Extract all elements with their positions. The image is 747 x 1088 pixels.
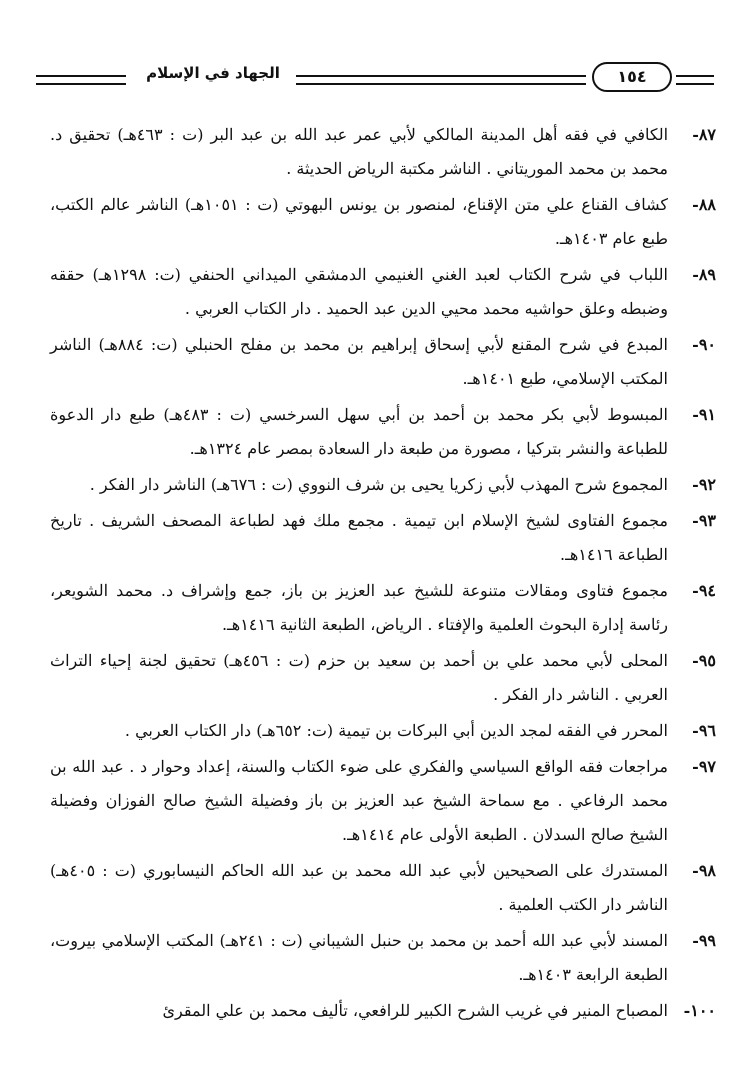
entry-text: المصباح المنير في غريب الشرح الكبير للرافعي، تأليف محمد بن علي المقرئ [162,1001,668,1020]
bibliography-entry [50,574,716,642]
page-header [36,58,714,102]
entry-text: المحرر في الفقه لمجد الدين أبي البركات بن تيمية (ت: ٦٥٢هـ) دار الكتاب العربي . [124,721,668,740]
entry-number: ٩٢- [692,475,716,494]
page-number: ١٥٤ [592,62,672,92]
bibliography-entry [50,398,716,466]
entry-number: ٩١- [692,405,717,424]
entry-number: ٩٠- [692,335,716,354]
bibliography-entry [50,994,716,1028]
entry-text: المحلى لأبي محمد علي بن أحمد بن سعيد بن حزم (ت : ٤٥٦هـ) تحقيق لجنة إحياء التراث العربي . الناشر دار الفكر . [50,651,668,704]
entry-number: ٨٨- [692,195,716,214]
entry-number: ٩٥- [692,651,716,670]
entry-text: اللباب في شرح الكتاب لعبد الغني الغنيمي الدمشقي الميداني الحنفي (ت: ١٢٩٨هـ) حققه وضبطه وعلق حواشيه محمد محيي الدين عبد الحميد . دار الكتاب العربي . [50,265,669,318]
bibliography-entry [50,328,716,396]
bibliography-list [50,118,716,1030]
entry-number: ٨٩- [692,265,717,284]
bibliography-entry [50,924,716,992]
entry-text: مجموع الفتاوى لشيخ الإسلام ابن تيمية . مجمع ملك فهد لطباعة المصحف الشريف . تاريخ الطباعة ١٤١٦هـ. [50,511,668,564]
bibliography-entry [50,118,716,186]
bibliography-entry [50,854,716,922]
entry-number: ٩٦- [692,721,716,740]
entry-number: ١٠٠- [683,1001,716,1020]
entry-text: مراجعات فقه الواقع السياسي والفكري على ضوء الكتاب والسنة، إعداد وحوار د . عبد الله بن محمد الرفاعي . مع سماحة الشيخ عبد العزيز بن باز وفضيلة الشيخ صالح الفوزان وفضيلة الشيخ صالح السدلان . الطبعة الأولى عام ١٤١٤هـ. [50,757,668,844]
entry-text: المسند لأبي عبد الله أحمد بن محمد بن حنبل الشيباني (ت : ٢٤١هـ) المكتب الإسلامي بيروت، الطبعة الرابعة ١٤٠٣هـ. [50,931,669,984]
bibliography-entry [50,468,716,502]
bibliography-entry [50,750,716,852]
entry-number: ٩٣- [692,511,716,530]
entry-number: ٩٤- [692,581,716,600]
entry-text: المبسوط لأبي بكر محمد بن أحمد بن أبي سهل السرخسي (ت : ٤٨٣هـ) طبع دار الدعوة للطباعة والنشر بتركيا ، مصورة من طبعة دار السعادة بمصر عام ١٣٢٤هـ. [50,405,669,458]
header-rule-middle [296,75,586,85]
bibliography-entry [50,258,716,326]
bibliography-entry [50,714,716,748]
entry-number: ٩٩- [692,931,717,950]
entry-text: المجموع شرح المهذب لأبي زكريا يحيى بن شرف النووي (ت : ٦٧٦هـ) الناشر دار الفكر . [89,475,668,494]
bibliography-entry [50,188,716,256]
entry-text: مجموع فتاوى ومقالات متنوعة للشيخ عبد العزيز بن باز، جمع وإشراف د. محمد الشويعر، رئاسة إدارة البحوث العلمية والإفتاء . الرياض، الطبعة الثانية ١٤١٦هـ. [50,581,668,634]
entry-text: الكافي في فقه أهل المدينة المالكي لأبي عمر عبد الله بن عبد البر (ت : ٤٦٣هـ) تحقيق د. محمد بن محمد الموريتاني . الناشر مكتبة الرياض الحديثة . [50,125,669,178]
entry-number: ٩٧- [692,757,716,776]
entry-text: المبدع في شرح المقنع لأبي إسحاق إبراهيم بن محمد بن مفلح الحنبلي (ت: ٨٨٤هـ) الناشر المكتب الإسلامي، طبع ١٤٠١هـ. [50,335,668,388]
header-rule-right [676,75,714,85]
entry-number: ٩٨- [692,861,716,880]
entry-text: كشاف القناع علي متن الإقناع، لمنصور بن يونس البهوتي (ت : ١٠٥١هـ) الناشر عالم الكتب، طبع عام ١٤٠٣هـ. [50,195,668,248]
bibliography-entry [50,504,716,572]
entry-text: المستدرك على الصحيحين لأبي عبد الله محمد بن عبد الله الحاكم النيسابوري (ت : ٤٠٥هـ) الناشر دار الكتب العلمية . [50,861,668,914]
header-rule-left [36,75,126,85]
entry-number: ٨٧- [692,125,717,144]
running-title: الجهاد في الإسلام [146,64,280,82]
bibliography-entry [50,644,716,712]
